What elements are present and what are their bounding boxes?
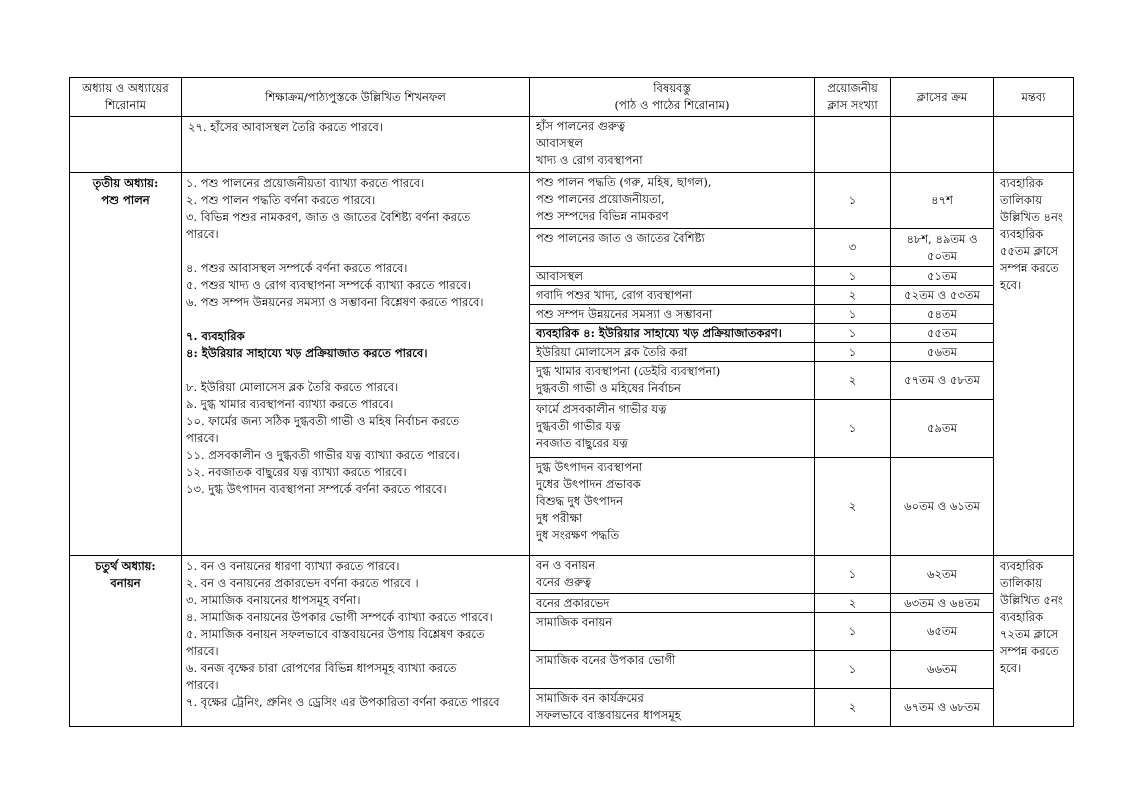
ch4-count-2: ২ xyxy=(815,594,891,613)
ch3-count-5: ১ xyxy=(815,305,891,324)
ch3-count-7: ১ xyxy=(815,343,891,362)
ch3-remarks-cell: ব্যবহারিক তালিকায় উল্লিখিত ৪নং ব্যবহারিক ৫৫তম ক্লাসে সম্পন্ন করতে হবে। xyxy=(994,173,1074,556)
ch4-order-3: ৬৫তম xyxy=(891,613,994,651)
header-chapter: অধ্যায় ও অধ্যায়ের শিরোনাম xyxy=(70,78,182,117)
ch3-order-6: ৫৫তম xyxy=(891,324,994,343)
ch4-content-2: বনের প্রকারভেদ xyxy=(530,594,815,613)
ch3-count-9: ১ xyxy=(815,400,891,458)
ch4-title-cell: চতুর্থ অধ্যায়: বনায়ন xyxy=(70,556,182,727)
ch3-order-8: ৫৭তম ও ৫৮তম xyxy=(891,362,994,400)
ch3-outcomes-cell: ১. পশু পালনের প্রয়োজনীয়তা ব্যাখ্যা করতে পারবে। ২. পশু পালন পদ্ধতি বর্ণনা করতে পারবে। ৩. বিভিন্ন পশুর নামকরণ, জাত ও জাতের বৈশিষ্ট্য বর্ণনা করতে পারবে। ৪. পশুর আবাসস্থল সম্পর্কে বর্ণনা করতে পারবে। ৫. পশুর খাদ্য ও রোগ ব্যবস্থাপনা সম্পর্কে ব্যাখ্যা করতে পারবে। ৬. পশু সম্পদ উন্নয়নের সমস্যা ও সম্ভাবনা বিশ্লেষণ করতে পারবে। ৭. ব্যবহারিক ৪: ইউরিয়ার সাহায্যে খড় প্রক্রিয়াজাত করতে পারবে। ৮. ইউরিয়া মোলাসেস ব্লক তৈরি করতে পারবে। ৯. দুগ্ধ খামার ব্যবস্থাপনা ব্যাখ্যা করতে পারবে। ১০. ফার্মের জন্য সঠিক দুগ্ধবতী গাভী ও মহিষ নির্বাচন করতে পারবে। ১১. প্রসবকালীন ও দুগ্ধবতী গাভীর যত্ন ব্যাখ্যা করতে পারবে। ১২. নবজাতক বাছুরের যত্ন ব্যাখ্যা করতে পারবে। ১৩. দুগ্ধ উৎপাদন ব্যবস্থাপনা সম্পর্কে বর্ণনা করতে পারবে। xyxy=(182,173,530,556)
continued-remarks-cell xyxy=(994,117,1074,173)
continued-content-cell: হাঁস পালনের গুরুত্ব আবাসস্থল খাদ্য ও রোগ ব্যবস্থাপনা xyxy=(530,117,815,173)
ch4-count-5: ২ xyxy=(815,689,891,727)
ch4-count-4: ১ xyxy=(815,651,891,689)
ch3-content-3: আবাসস্থল xyxy=(530,267,815,286)
header-content: বিষয়বস্তু (পাঠ ও পাঠের শিরোনাম) xyxy=(530,78,815,117)
header-outcomes: শিক্ষাক্রম/পাঠ্যপুস্তকে উল্লিখিত শিখনফল xyxy=(182,78,530,117)
ch3-count-2: ৩ xyxy=(815,229,891,267)
ch4-row-1 xyxy=(70,556,1074,594)
ch4-content-3: সামাজিক বনায়ন xyxy=(530,613,815,651)
continued-order-cell xyxy=(891,117,994,173)
ch3-order-5: ৫৪তম xyxy=(891,305,994,324)
ch3-order-10: ৬০তম ও ৬১তম xyxy=(891,458,994,556)
continued-outcome-cell: ২৭. হাঁসের আবাসস্থল তৈরি করতে পারবে। xyxy=(182,117,530,173)
ch3-row-1 xyxy=(70,173,1074,229)
ch3-count-4: ২ xyxy=(815,286,891,305)
ch3-content-8: দুগ্ধ খামার ব্যবস্থাপনা (ডেইরি ব্যবস্থাপনা) দুগ্ধবতী গাভী ও মহিষের নির্বাচন xyxy=(530,362,815,400)
continued-count-cell xyxy=(815,117,891,173)
ch3-order-7: ৫৬তম xyxy=(891,343,994,362)
ch3-order-9: ৫৯তম xyxy=(891,400,994,458)
ch3-order-3: ৫১তম xyxy=(891,267,994,286)
ch3-content-1: পশু পালন পদ্ধতি (গরু, মহিষ, ছাগল), পশু পালনের প্রয়োজনীয়তা, পশু সম্পদের বিভিন্ন নামকরণ xyxy=(530,173,815,229)
ch4-content-4: সামাজিক বনের উপকার ভোগী xyxy=(530,651,815,689)
syllabus-table xyxy=(69,77,1074,727)
continued-row xyxy=(70,117,1074,173)
ch4-content-5: সামাজিক বন কার্যক্রমের সফলভাবে বাস্তবায়নের ধাপসমূহ xyxy=(530,689,815,727)
ch3-count-10: ২ xyxy=(815,458,891,556)
ch4-count-1: ১ xyxy=(815,556,891,594)
ch4-outcomes-cell: ১. বন ও বনায়নের ধারণা ব্যাখ্যা করতে পারবে। ২. বন ও বনায়নের প্রকারভেদ বর্ণনা করতে পারবে । ৩. সামাজিক বনায়নের ধাপসমূহ বর্ণনা। ৪. সামাজিক বনায়নের উপকার ভোগী সম্পর্কে ব্যাখ্যা করতে পারবে। ৫. সামাজিক বনায়ন সফলভাবে বাস্তবায়নের উপায় বিশ্লেষণ করতে পারবে। ৬. বনজ বৃক্ষের চারা রোপণের বিভিন্ন ধাপসমূহ ব্যাখ্যা করতে পারবে। ৭. বৃক্ষের ট্রেনিং, প্রুনিং ও ড্রেসিং এর উপকারিতা বর্ণনা করতে পারবে xyxy=(182,556,530,727)
ch3-order-1: ৪৭শ xyxy=(891,173,994,229)
ch3-content-2: পশু পালনের জাত ও জাতের বৈশিষ্ট্য xyxy=(530,229,815,267)
ch3-count-1: ১ xyxy=(815,173,891,229)
ch4-count-3: ১ xyxy=(815,613,891,651)
ch3-count-6: ১ xyxy=(815,324,891,343)
ch3-content-6: ব্যবহারিক ৪: ইউরিয়ার সাহায্যে খড় প্রক্রিয়াজাতকরণ। xyxy=(530,324,815,343)
ch4-order-5: ৬৭তম ও ৬৮তম xyxy=(891,689,994,727)
header-class-order: ক্লাসের ক্রম xyxy=(891,78,994,117)
ch3-order-2: ৪৮শ, ৪৯তম ও ৫০তম xyxy=(891,229,994,267)
ch3-content-4: গবাদি পশুর খাদ্য, রোগ ব্যবস্থাপনা xyxy=(530,286,815,305)
ch3-content-5: পশু সম্পদ উন্নয়নের সমস্যা ও সম্ভাবনা xyxy=(530,305,815,324)
ch4-remarks-cell: ব্যবহারিক তালিকায় উল্লিখিত ৫নং ব্যবহারিক ৭২তম ক্লাসে সম্পন্ন করতে হবে। xyxy=(994,556,1074,727)
ch4-content-1: বন ও বনায়ন বনের গুরুত্ব xyxy=(530,556,815,594)
ch3-content-7: ইউরিয়া মোলাসেস ব্লক তৈরি করা xyxy=(530,343,815,362)
ch3-count-8: ২ xyxy=(815,362,891,400)
continued-chapter-cell xyxy=(70,117,182,173)
ch3-content-9: ফার্মে প্রসবকালীন গাভীর যত্ন দুগ্ধবতী গাভীর যত্ন নবজাত বাছুরের যত্ন xyxy=(530,400,815,458)
ch3-order-4: ৫২তম ও ৫৩তম xyxy=(891,286,994,305)
ch3-count-3: ১ xyxy=(815,267,891,286)
ch3-title-cell: তৃতীয় অধ্যায়: পশু পালন xyxy=(70,173,182,556)
header-row xyxy=(70,78,1074,117)
ch4-order-1: ৬২তম xyxy=(891,556,994,594)
ch3-content-10: দুগ্ধ উৎপাদন ব্যবস্থাপনা দুধের উৎপাদন প্রভাবক বিশুদ্ধ দুধ উৎপাদন দুধ পরীক্ষা দুধ সংরক্ষণ পদ্ধতি xyxy=(530,458,815,556)
header-class-count: প্রয়োজনীয় ক্লাস সংখ্যা xyxy=(815,78,891,117)
ch4-order-4: ৬৬তম xyxy=(891,651,994,689)
ch4-order-2: ৬৩তম ও ৬৪তম xyxy=(891,594,994,613)
header-remarks: মন্তব্য xyxy=(994,78,1074,117)
